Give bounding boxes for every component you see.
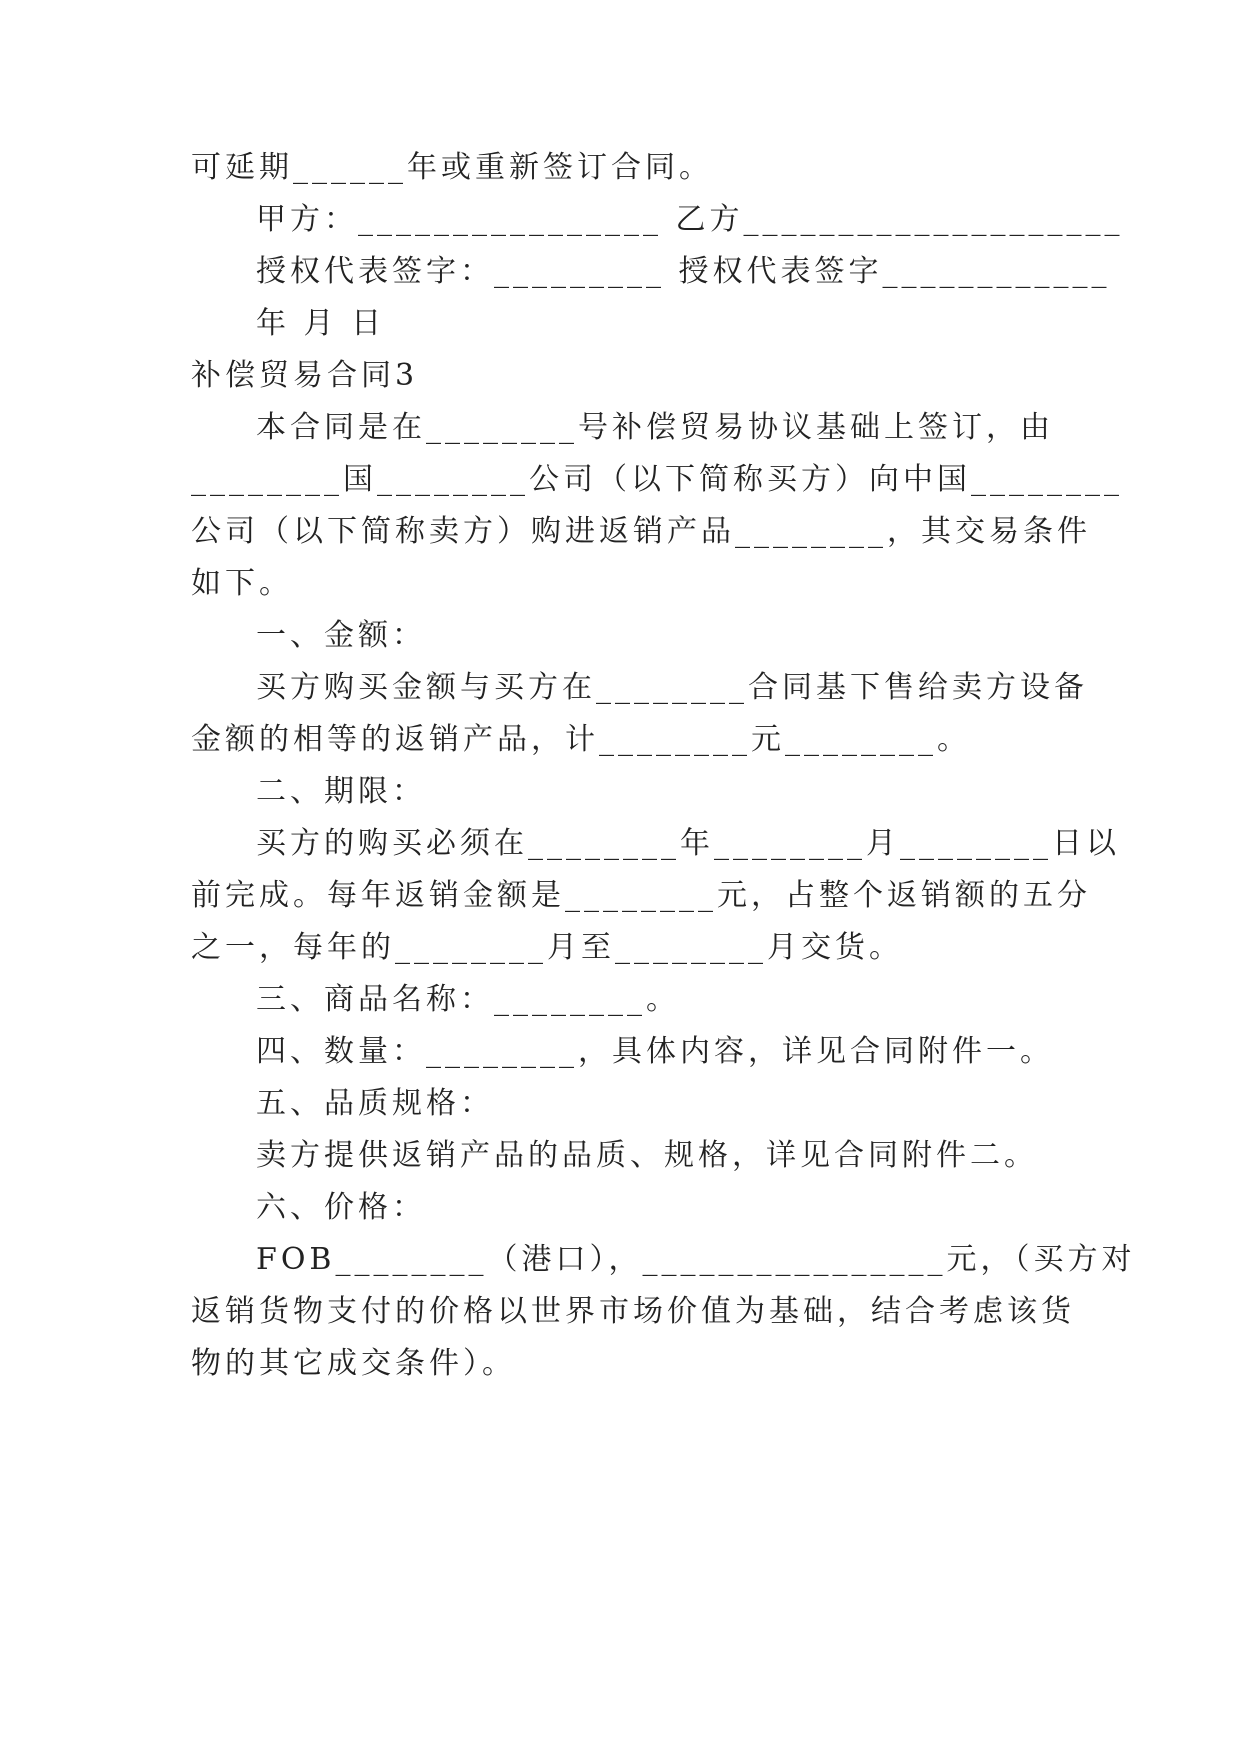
clause-goods-name: 三、商品名称：________。 bbox=[256, 982, 680, 1017]
clause-price-line-1: FOB________（港口），________________元，（买方对 bbox=[256, 1242, 1136, 1277]
paragraph-intro-line-4: 如下。 bbox=[191, 566, 293, 601]
clause-quantity: 四、数量：________，具体内容，详见合同附件一。 bbox=[256, 1034, 1054, 1069]
clause-price-line-2: 返销货物支付的价格以世界市场价值为基础，结合考虑该货 bbox=[191, 1294, 1075, 1329]
paragraph-intro-line-2: ________国________公司（以下简称买方）向中国________ bbox=[191, 462, 1123, 497]
clause-quality-line: 卖方提供返销产品的品质、规格，详见合同附件二。 bbox=[256, 1138, 1038, 1173]
clause-period-line-1: 买方的购买必须在________年________月________日以 bbox=[256, 826, 1120, 861]
clause-heading-quality: 五、品质规格： bbox=[256, 1086, 494, 1121]
paragraph-intro-line-3: 公司（以下简称卖方）购进返销产品________，其交易条件 bbox=[191, 514, 1091, 549]
clause-heading-price: 六、价格： bbox=[256, 1190, 426, 1225]
signature-date-line: 年 月 日 bbox=[256, 306, 386, 341]
clause-heading-amount: 一、金额： bbox=[256, 618, 426, 653]
clause-period-line-2: 前完成。每年返销金额是________元，占整个返销额的五分 bbox=[191, 878, 1091, 913]
signature-party-line: 甲方：________________ 乙方____________________ bbox=[256, 202, 1124, 237]
clause-price-line-3: 物的其它成交条件）。 bbox=[191, 1346, 516, 1381]
clause-heading-period: 二、期限： bbox=[256, 774, 426, 809]
clause-period-line-3: 之一，每年的________月至________月交货。 bbox=[191, 930, 903, 965]
text-line-extension: 可延期______年或重新签订合同。 bbox=[191, 150, 713, 185]
section-title: 补偿贸易合同3 bbox=[191, 358, 419, 393]
clause-amount-line-1: 买方购买金额与买方在________合同基下售给卖方设备 bbox=[256, 670, 1088, 705]
signature-representative-line: 授权代表签字：_________ 授权代表签字____________ bbox=[256, 254, 1111, 289]
clause-amount-line-2: 金额的相等的返销产品，计________元________。 bbox=[191, 722, 971, 757]
paragraph-intro-line-1: 本合同是在________号补偿贸易协议基础上签订，由 bbox=[256, 410, 1054, 445]
